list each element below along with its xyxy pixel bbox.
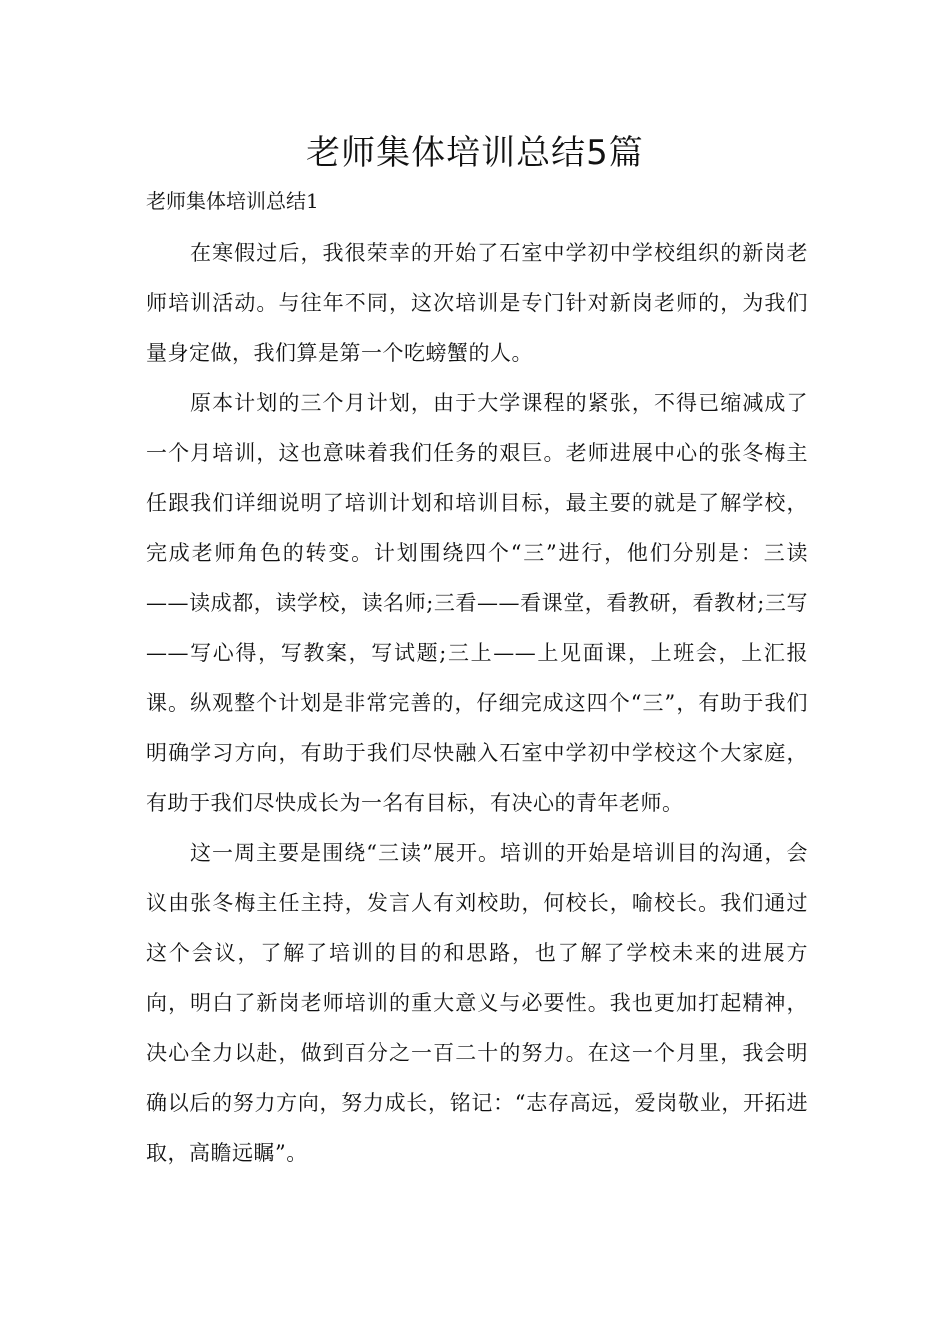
section-title: 老师集体培训总结1: [146, 189, 319, 213]
paragraph: 原本计划的三个月计划，由于大学课程的紧张，不得已缩减成了一个月培训，这也意味着我们任务的艰巨。老师进展中心的张冬梅主任跟我们详细说明了培训计划和培训目标，最主要的就是了解学校，完成老师角色的转变。计划围绕四个“三”进行，他们分别是：三读——读成都，读学校，读名师;三看——看课堂，看教研，看教材;三写——写心得，写教案，写试题;三上——上见面课，上班会，上汇报课。纵观整个计划是非常完善的，仔细完成这四个“三”，有助于我们明确学习方向，有助于我们尽快融入石室中学初中学校这个大家庭，有助于我们尽快成长为一名有目标，有决心的青年老师。: [146, 391, 808, 815]
paragraph: 在寒假过后，我很荣幸的开始了石室中学初中学校组织的新岗老师培训活动。与往年不同，这次培训是专门针对新岗老师的，为我们量身定做，我们算是第一个吃螃蟹的人。: [146, 241, 808, 365]
paragraph: 这一周主要是围绕“三读”展开。培训的开始是培训目的沟通，会议由张冬梅主任主持，发言人有刘校助，何校长，喻校长。我们通过这个会议，了解了培训的目的和思路，也了解了学校未来的进展方向，明白了新岗老师培训的重大意义与必要性。我也更加打起精神，决心全力以赴，做到百分之一百二十的努力。在这一个月里，我会明确以后的努力方向，努力成长，铭记：“志存高远，爱岗敬业，开拓进取，高瞻远瞩”。: [146, 841, 808, 1165]
document-body: [146, 228, 808, 1178]
document-title: 老师集体培训总结5篇: [306, 133, 644, 173]
